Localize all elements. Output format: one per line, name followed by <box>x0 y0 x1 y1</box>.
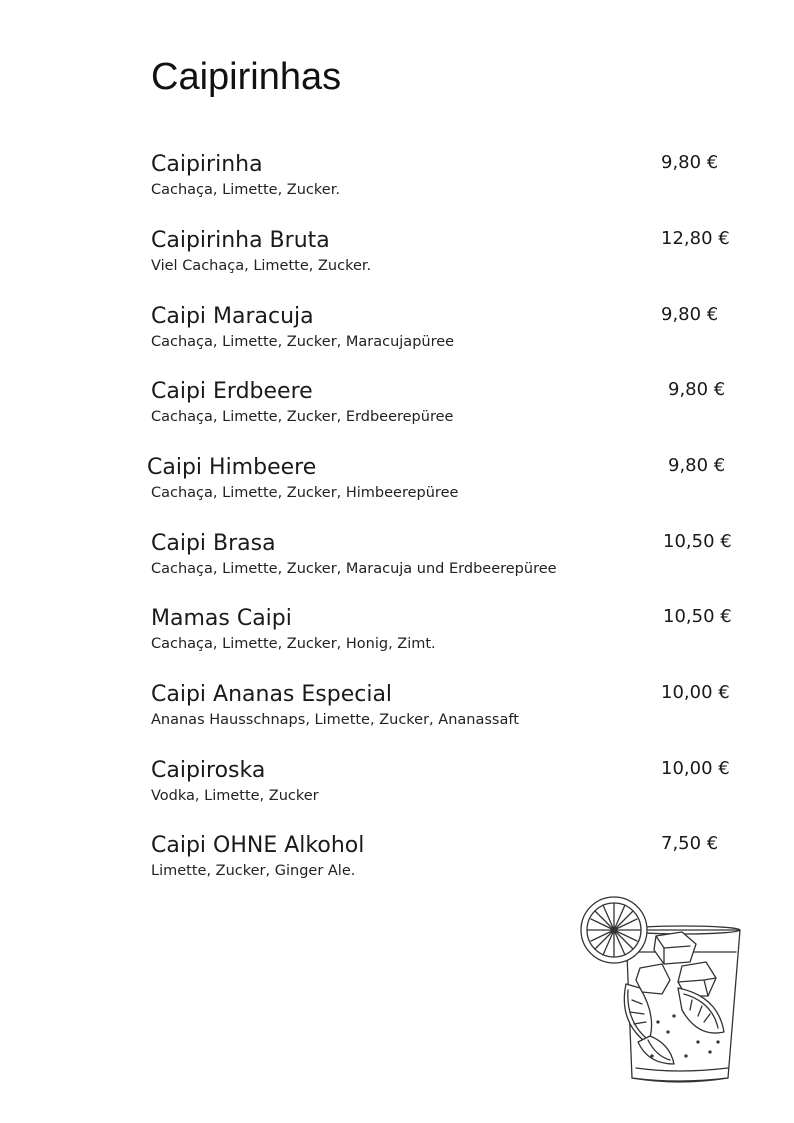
item-description: Ananas Hausschnaps, Limette, Zucker, Ananassaft <box>151 712 519 728</box>
item-name: Caipi OHNE Alkohol <box>151 833 365 858</box>
item-description: Cachaça, Limette, Zucker, Maracuja und Erdbeerepüree <box>151 561 557 577</box>
item-price: 12,80 € <box>661 228 730 249</box>
item-name: Caipirinha <box>151 152 263 177</box>
item-description: Cachaça, Limette, Zucker, Himbeerepüree <box>151 485 459 501</box>
menu-item <box>151 152 731 212</box>
item-description: Cachaça, Limette, Zucker. <box>151 182 340 198</box>
item-description: Cachaça, Limette, Zucker, Maracujapüree <box>151 334 455 350</box>
menu-item <box>151 758 731 818</box>
page-title: Caipirinhas <box>151 56 342 98</box>
menu-item <box>151 304 731 364</box>
item-price: 9,80 € <box>668 379 726 400</box>
item-description: Vodka, Limette, Zucker <box>151 788 319 804</box>
item-price: 7,50 € <box>661 833 719 854</box>
menu-item <box>151 531 731 591</box>
item-description: Limette, Zucker, Ginger Ale. <box>151 863 356 879</box>
menu-item <box>151 379 731 439</box>
item-description: Viel Cachaça, Limette, Zucker. <box>151 258 372 274</box>
menu-item <box>151 228 731 288</box>
item-name: Caipi Erdbeere <box>151 379 313 404</box>
item-price: 10,50 € <box>663 531 732 552</box>
item-name: Mamas Caipi <box>151 606 292 631</box>
menu-item <box>151 833 731 893</box>
menu-item <box>151 606 731 666</box>
item-name: Caipirinha Bruta <box>151 228 330 253</box>
menu-item <box>147 455 731 515</box>
item-name: Caipi Maracuja <box>151 304 314 329</box>
caipirinha-glass-icon <box>578 892 748 1092</box>
item-price: 9,80 € <box>661 152 719 173</box>
item-name: Caipi Brasa <box>151 531 276 556</box>
item-price: 9,80 € <box>668 455 726 476</box>
item-description: Cachaça, Limette, Zucker, Honig, Zimt. <box>151 636 436 652</box>
menu-item <box>151 682 731 742</box>
item-price: 10,00 € <box>661 682 730 703</box>
item-price: 9,80 € <box>661 304 719 325</box>
item-description: Cachaça, Limette, Zucker, Erdbeerepüree <box>151 409 454 425</box>
item-price: 10,50 € <box>663 606 732 627</box>
item-name: Caipi Himbeere <box>147 455 317 480</box>
item-name: Caipi Ananas Especial <box>151 682 393 707</box>
item-price: 10,00 € <box>661 758 730 779</box>
item-name: Caipiroska <box>151 758 266 783</box>
